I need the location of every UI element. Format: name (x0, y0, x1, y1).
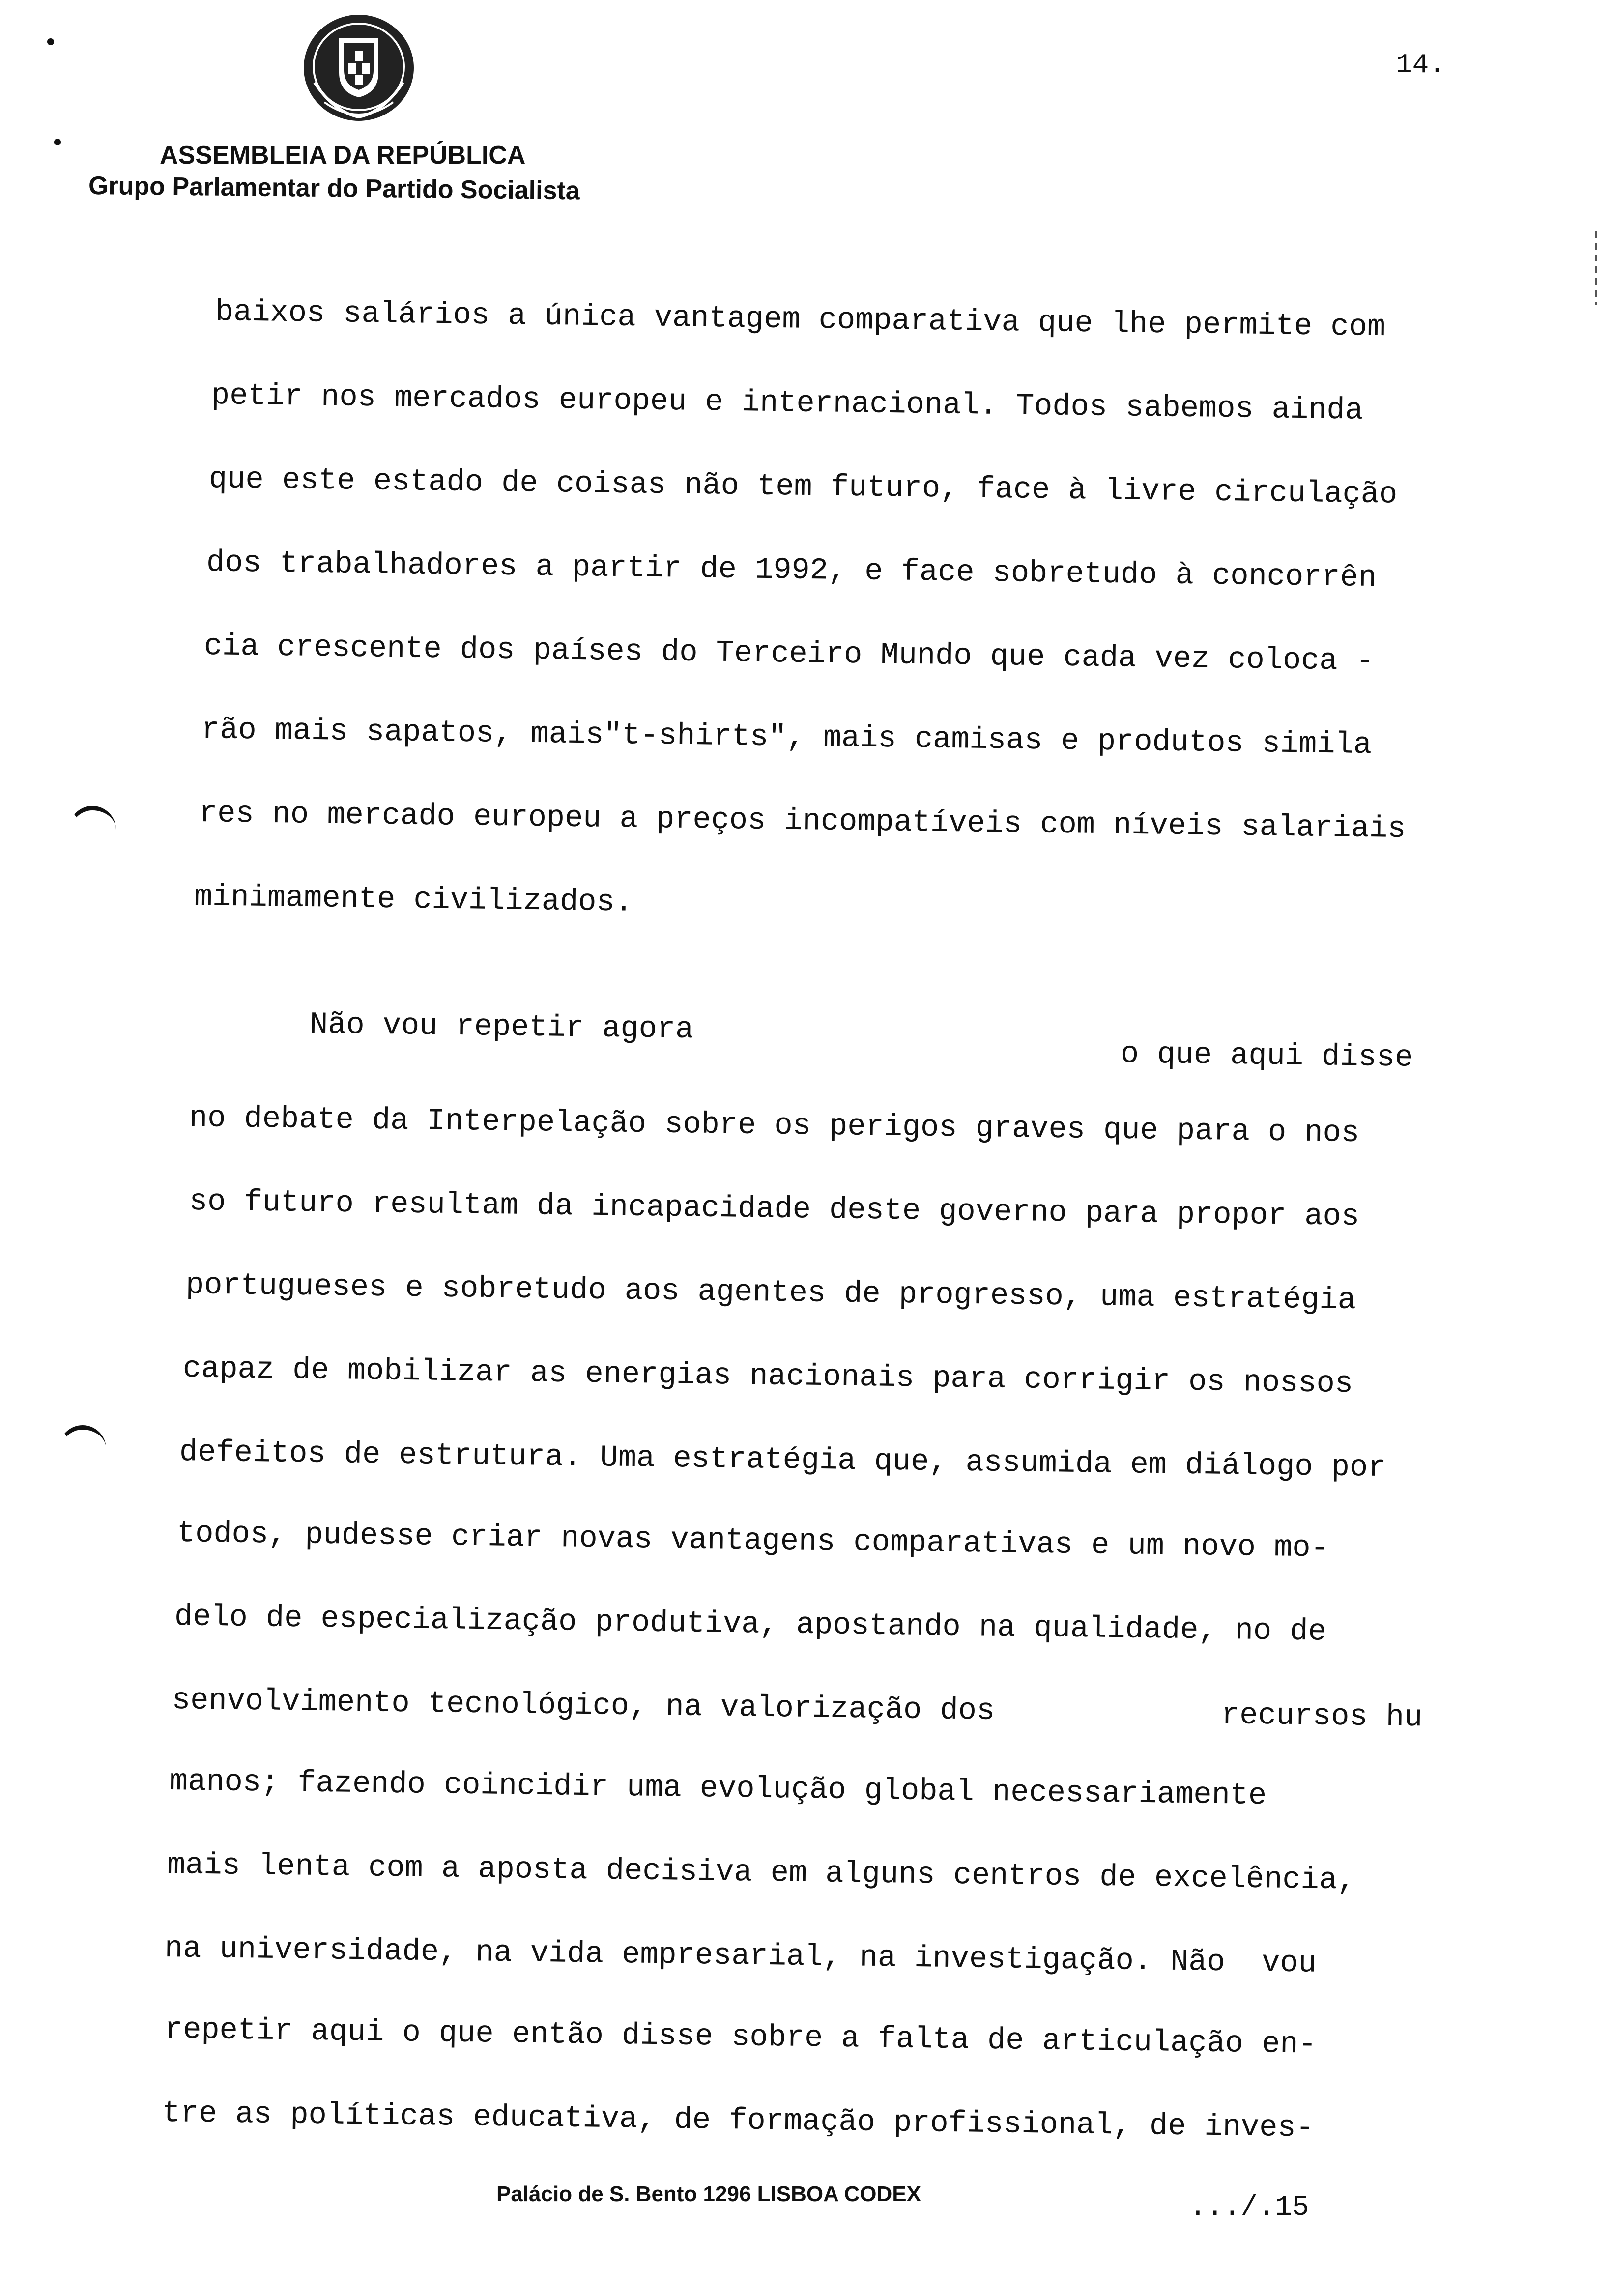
footer-address: Palácio de S. Bento 1296 LISBOA CODEX (496, 2182, 921, 2206)
text-line: mais lenta com a aposta decisiva em alguns centros de excelência, (167, 1847, 1356, 1898)
text-line: todos, pudesse criar novas vantagens comparativas e um novo mo- (176, 1516, 1329, 1566)
text-line: o que aqui disse (1120, 1036, 1413, 1075)
text-line: baixos salários a única vantagem comparativa que lhe permite com (215, 294, 1386, 345)
text-line: res no mercado europeu a preços incompatíveis com níveis salariais (199, 796, 1406, 847)
text-line: minimamente civilizados. (194, 879, 633, 920)
text-line: tre as políticas educativa, de formação profissional, de inves- (162, 2095, 1315, 2146)
parliamentary-group: Grupo Parlamentar do Partido Socialista (88, 172, 580, 205)
text-line: repetir aqui o que então disse sobre a falta de articulação en- (164, 2012, 1317, 2062)
text-line: manos; fazendo coincidir uma evolução global necessariamente (169, 1764, 1267, 1813)
text-line: rão mais sapatos, mais"t-shirts", mais camisas e produtos simila (201, 712, 1372, 763)
text-line: senvolvimento tecnológico, na valorização dos (172, 1683, 995, 1728)
text-line: na universidade, na vida empresarial, na investigação. Não vou (164, 1931, 1317, 1981)
text-line: recursos hu (1221, 1697, 1423, 1735)
text-line: cia crescente dos países do Terceiro Mundo que cada vez coloca - (203, 629, 1375, 679)
text-line: capaz de mobilizar as energias nacionais para corrigir os nossos (182, 1351, 1353, 1402)
page-number: 14. (1396, 49, 1445, 81)
text-line: Não vou repetir agora (309, 1007, 694, 1047)
institution-name: ASSEMBLEIA DA REPÚBLICA (160, 141, 526, 170)
text-line: defeitos de estrutura. Uma estratégia que, assumida em diálogo por (179, 1435, 1386, 1486)
text-line: delo de especialização produtiva, apostando na qualidade, no de (174, 1599, 1327, 1649)
text-line: so futuro resultam da incapacidade deste governo para propor aos (189, 1184, 1360, 1234)
text-line: que este estado de coisas não tem futuro, face à livre circulação (208, 461, 1398, 512)
text-line: dos trabalhadores a partir de 1992, e face sobretudo à concorrên (206, 545, 1377, 596)
text-line: portugueses e sobretudo aos agentes de progresso, uma estratégia (185, 1267, 1356, 1318)
text-line: petir nos mercados europeu e internacional. Todos sabemos ainda (211, 378, 1364, 428)
continuation-marker: .../.15 (1189, 2192, 1309, 2224)
text-line: no debate da Interpelação sobre os perigos graves que para o nos (189, 1100, 1360, 1151)
